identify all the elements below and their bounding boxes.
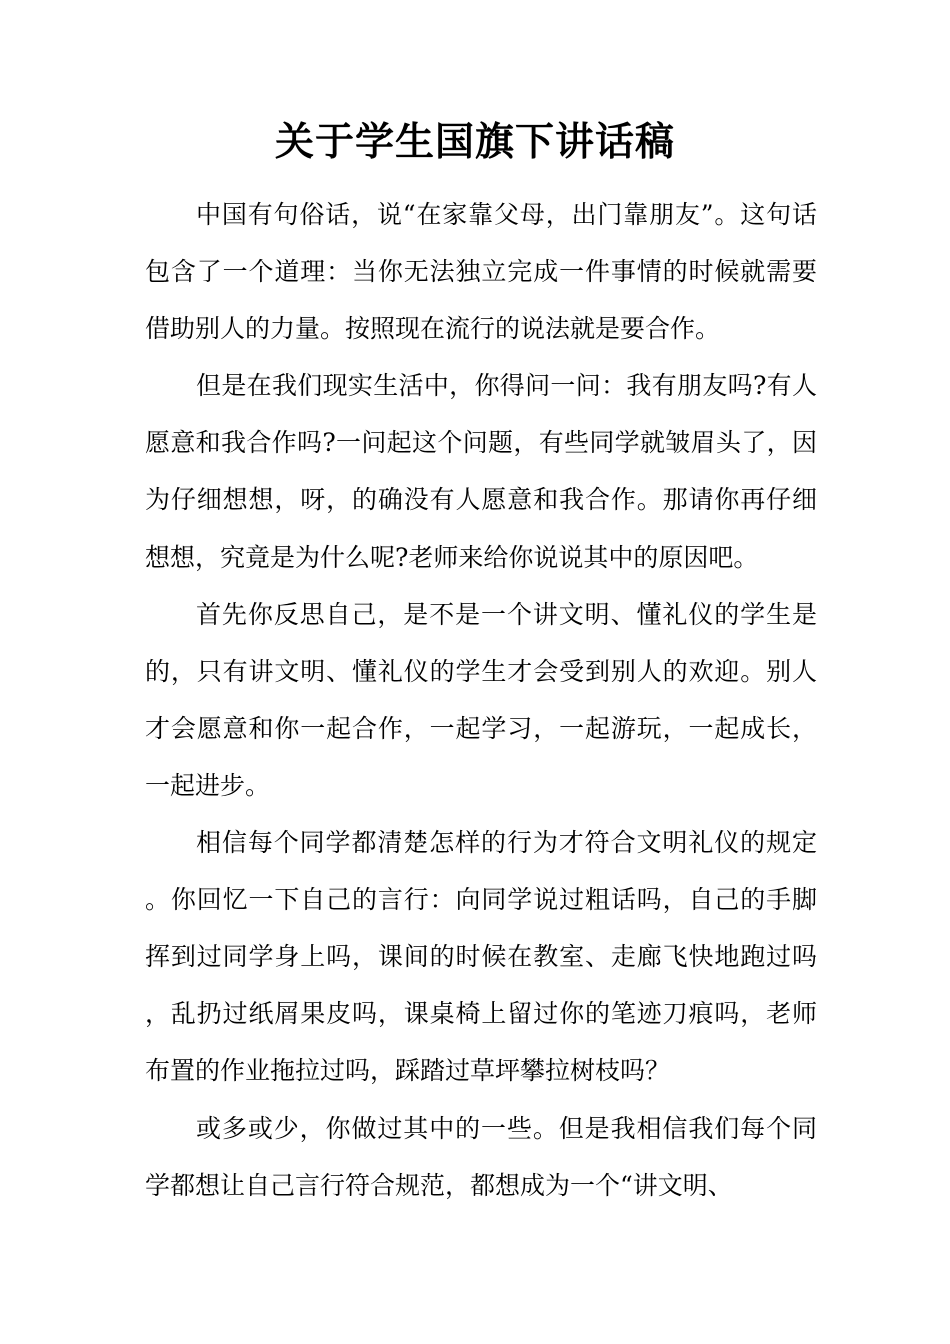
document-body — [145, 186, 817, 1214]
paragraph: 但是在我们现实生活中，你得问一问：我有朋友吗?有人愿意和我合作吗?一问起这个问题，有些同学就皱眉头了，因为仔细想想，呀，的确没有人愿意和我合作。那请你再仔细想想，究竟是为什么呢?老师来给你说说其中的原因吧。 — [145, 371, 817, 572]
paragraph: 或多或少，你做过其中的一些。但是我相信我们每个同学都想让自己言行符合规范，都想成为一个“讲文明、 — [145, 1113, 817, 1200]
paragraph: 中国有句俗话，说“在家靠父母，出门靠朋友”。这句话包含了一个道理：当你无法独立完成一件事情的时候就需要借助别人的力量。按照现在流行的说法就是要合作。 — [145, 200, 817, 344]
paragraph: 相信每个同学都清楚怎样的行为才符合文明礼仪的规定。你回忆一下自己的言行：向同学说过粗话吗，自己的手脚挥到过同学身上吗，课间的时候在教室、走廊飞快地跑过吗，乱扔过纸屑果皮吗，课桌椅上留过你的笔迹刀痕吗，老师布置的作业拖拉过吗，踩踏过草坪攀拉树枝吗？ — [145, 828, 817, 1086]
document-title: 关于学生国旗下讲话稿 — [274, 119, 675, 165]
paragraph: 首先你反思自己，是不是一个讲文明、懂礼仪的学生是的，只有讲文明、懂礼仪的学生才会受到别人的欢迎。别人才会愿意和你一起合作，一起学习，一起游玩，一起成长，一起进步。 — [145, 599, 817, 800]
